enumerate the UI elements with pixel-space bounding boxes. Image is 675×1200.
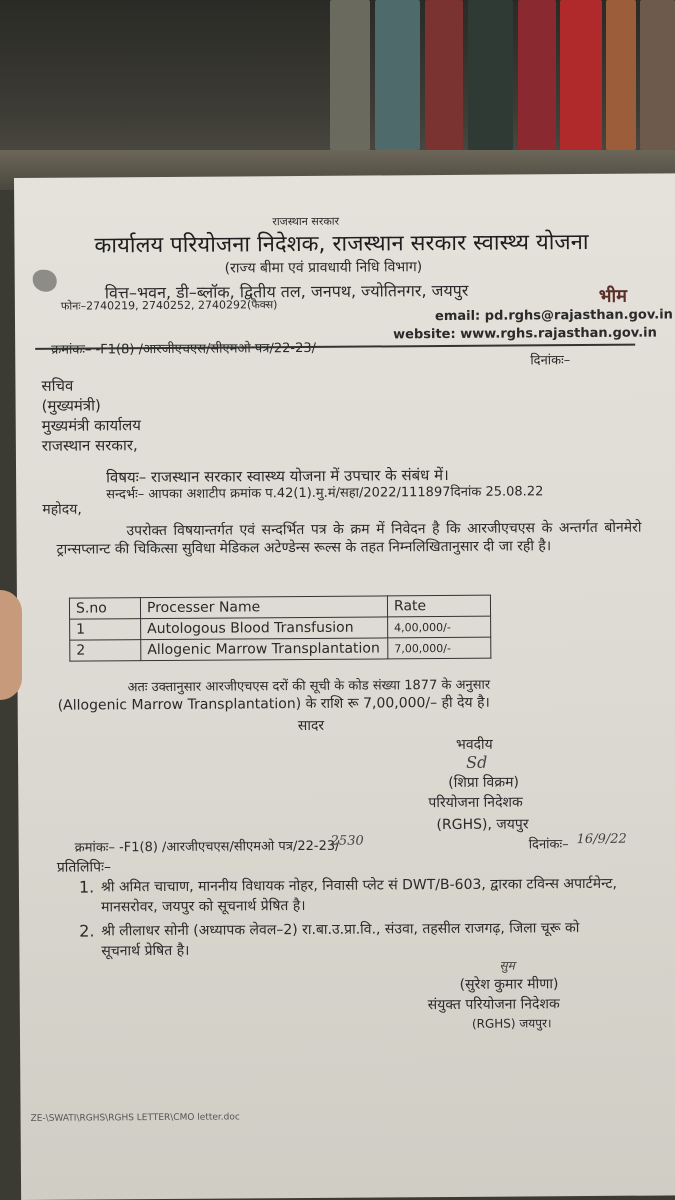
- recipient-line: मुख्यमंत्री कार्यालय: [41, 416, 142, 435]
- signatory-office: (RGHS), जयपुर: [436, 816, 529, 834]
- copy-reference-number: क्रमांकः– -F1(8) /आरजीएचएस/सीएमओ पत्र/22-23/: [74, 838, 340, 856]
- table-cell: 7,00,000/-: [388, 637, 491, 659]
- table-header-cell: S.no: [69, 598, 140, 619]
- body-paragraph: उपरोक्त विषयान्तर्गत एवं सन्दर्भित पत्र के क्रम में निवेदन है कि आरजीएचएस के अन्तर्गत बोनमेरो ट्रान्सप्लान्ट की चिकित्सा सुविधा मेडिकल अटेण्डेन्स रूल्स के तहत निम्नलिखितानुसार दी जा रही है।: [56, 519, 642, 558]
- table-header-cell: Processer Name: [140, 596, 387, 619]
- reference-line: सन्दर्भः– आपका अशाटीप क्रमांक प.42(1).मु.मं/सहा/2022/111897दिनांक 25.08.22: [106, 484, 544, 503]
- recipient-line: (मुख्यमंत्री): [41, 396, 101, 415]
- list-number: 1.: [78, 877, 95, 897]
- phone-numbers: फोनः–2740219, 2740252, 2740292(फैक्स): [60, 298, 278, 313]
- recipient-line: राजस्थान सरकार,: [41, 436, 138, 455]
- recipient-line: सचिव: [41, 376, 74, 395]
- signatory-name: (शिप्रा विक्रम): [448, 774, 519, 791]
- email-line: email: pd.rghs@rajasthan.gov.in: [434, 307, 673, 325]
- copy-item: श्री अमित चाचाण, माननीय विधायक नोहर, निवासी प्लेट सं DWT/B-603, द्वारका टविन्स अपार्टमेन्ट, मानसरोवर, जयपुर को सूचनार्थ प्रेषित है।: [100, 875, 618, 916]
- table-cell: Autologous Blood Transfusion: [141, 617, 388, 640]
- book-spine: [640, 0, 675, 150]
- handwritten-initials: सुम: [499, 958, 515, 973]
- reference-number: क्रमांकः– -F1(8) /आरजीएचएस/सीएमओ पत्र/22-23/: [51, 340, 317, 358]
- salutation: महोदय,: [42, 501, 82, 518]
- joint-signatory-office: (RGHS) जयपुर।: [471, 1016, 552, 1031]
- file-path-footer: ZE-\SWATI\RGHS\RGHS LETTER\CMO letter.doc: [30, 1112, 240, 1124]
- copy-reference-date: दिनांकः–: [528, 837, 569, 853]
- conclusion-line: अतः उक्तानुसार आरजीएचएस दरों की सूची के कोड संख्या 1877 के अनुसार: [127, 677, 491, 696]
- book-spine: [468, 0, 513, 150]
- book-spine: [606, 0, 636, 150]
- handwritten-signature: Sd: [466, 752, 488, 772]
- book-spine: [375, 0, 420, 150]
- list-number: 2.: [79, 921, 95, 941]
- state-emblem-icon: [33, 270, 57, 292]
- book-spine: [425, 0, 463, 150]
- closing-sadar: सादर: [297, 717, 325, 735]
- table-row: [70, 637, 491, 661]
- office-title: कार्यालय परियोजना निदेशक, राजस्थान सरकार स्वास्थ्य योजना: [94, 229, 589, 259]
- reference-date: दिनांकः–: [530, 353, 571, 369]
- copy-item: श्री लीलाधर सोनी (अध्यापक लेवल–2) रा.बा.उ.प्रा.वि., संउवा, तहसील राजगढ़, जिला चूरू को सूचनार्थ प्रेषित है।: [101, 920, 580, 960]
- book-spine: [330, 0, 370, 150]
- joint-signatory-name: (सुरेश कुमार मीणा): [459, 976, 559, 993]
- signatory-designation: परियोजना निदेशक: [428, 794, 523, 812]
- handwritten-dispatch-no: 2530: [330, 833, 364, 849]
- copy-to-label: प्रतिलिपिः–: [56, 859, 111, 876]
- govt-label: राजस्थान सरकार: [272, 214, 340, 229]
- joint-signatory-designation: संयुक्त परियोजना निदेशक: [427, 996, 560, 1014]
- background-bookshelf: [0, 0, 675, 190]
- conclusion-line: (Allogenic Marrow Transplantation) के राशि रू 7,00,000/– ही देय है।: [57, 694, 490, 714]
- department-subtitle: (राज्य बीमा एवं प्रावधायी निधि विभाग): [224, 259, 423, 277]
- thumb: [0, 590, 22, 700]
- table-cell: 4,00,000/-: [388, 616, 491, 638]
- table-header-row: [69, 595, 490, 619]
- subject-line: विषयः– राजस्थान सरकार स्वास्थ्य योजना में उपचार के संबंध में।: [106, 465, 449, 487]
- book-spine: [560, 0, 602, 150]
- rates-table: [69, 595, 491, 662]
- signature-bhavdiya: भवदीय: [455, 736, 493, 753]
- table-cell: Allogenic Marrow Transplantation: [141, 638, 388, 661]
- book-spine: [518, 0, 556, 150]
- website-line: website: www.rghs.rajasthan.gov.in: [393, 325, 657, 343]
- table-cell: 2: [70, 640, 141, 661]
- table-header-cell: Rate: [387, 595, 490, 617]
- table-row: [70, 616, 491, 640]
- office-address: वित्त–भवन, डी–ब्लॉक, द्वितीय तल, जनपथ, ज्योतिनगर, जयपुर: [104, 280, 469, 303]
- letter-page: [14, 173, 675, 1200]
- table-cell: 1: [70, 619, 141, 640]
- handwritten-date: 16/9/22: [576, 831, 627, 848]
- bhim-logo: भीम: [598, 285, 628, 307]
